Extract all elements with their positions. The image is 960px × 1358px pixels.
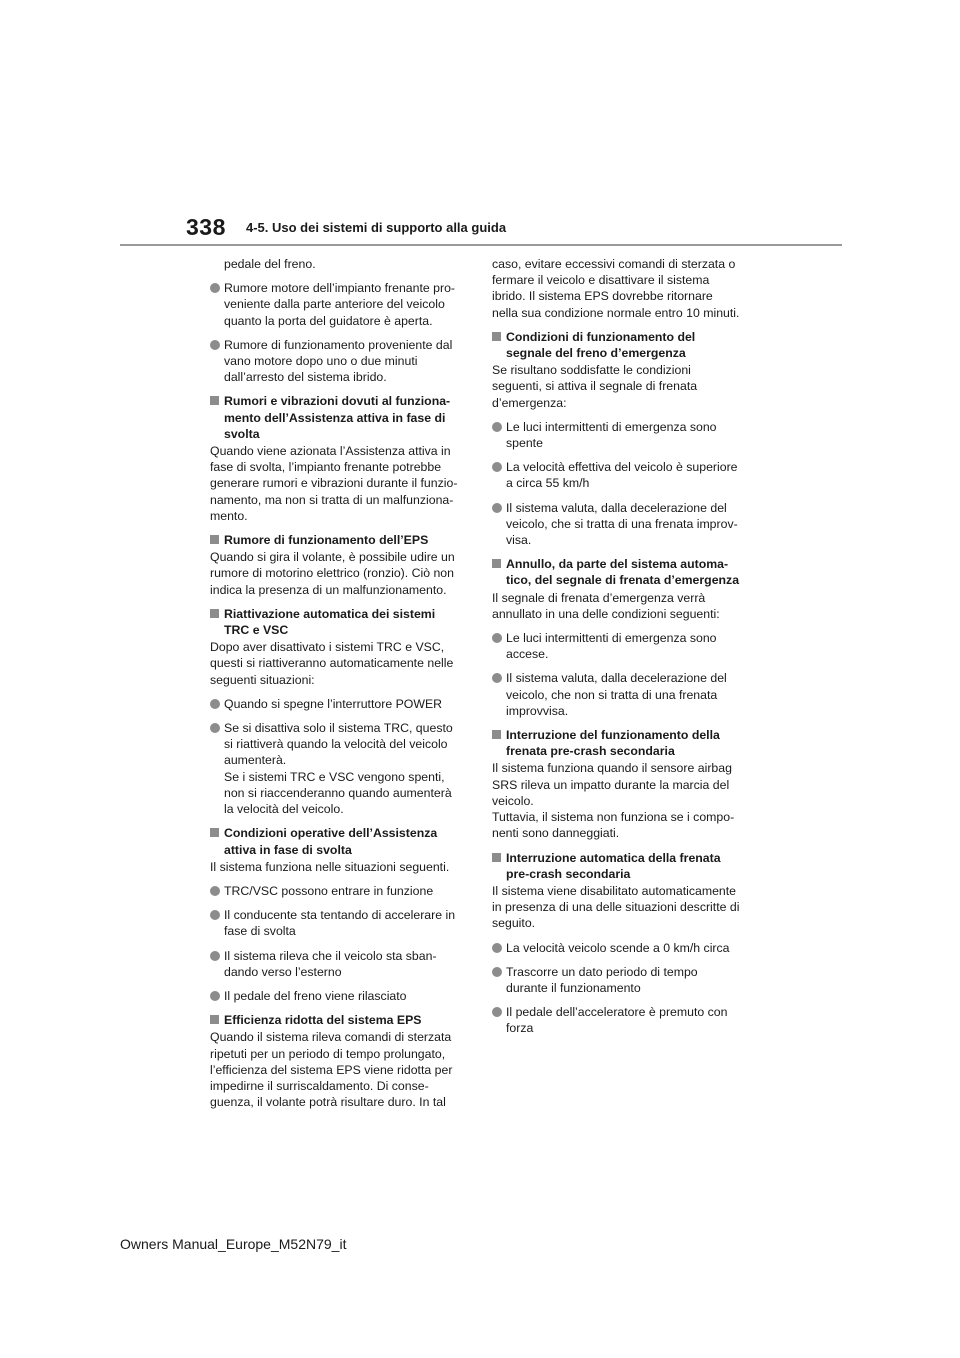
page-header: [0, 0, 960, 250]
right-column: [492, 256, 754, 1045]
section-heading: Condizioni di funzionamento del segnale del freno d’emergenza: [492, 329, 754, 361]
footer-text: Owners Manual_Europe_M52N79_it: [120, 1236, 347, 1252]
section-heading: Condizioni operative dell’Assistenza attiva in fase di svolta: [210, 825, 468, 857]
body-paragraph: Il segnale di frenata d’emergenza verrà annullato in una delle condizioni seguenti:: [492, 590, 720, 621]
bullet-item: TRC/VSC possono entrare in funzione: [210, 883, 468, 899]
bullet-item: Il sistema valuta, dalla decelerazione del veicolo, che si tratta di una frenata improv- visa.: [492, 500, 754, 549]
body-paragraph: Dopo aver disattivato i sistemi TRC e VSC, questi si riattiveranno automaticamente nelle seguenti situazioni:: [210, 640, 454, 687]
bullet-item: Il sistema valuta, dalla decelerazione del veicolo, che non si tratta di una frenata improvvisa.: [492, 670, 754, 719]
body-paragraph: Quando viene azionata l’Assistenza attiva in fase di svolta, l’impianto frenante potrebbe generare rumori e vibrazioni durante il funzio- namento, ma non si tratta di un malfunziona- mento.: [210, 444, 458, 523]
bullet-item: Se si disattiva solo il sistema TRC, questo si riattiverà quando la velocità del veicolo aumenterà. Se i sistemi TRC e VSC vengono spenti, non si riaccenderanno quando aumenterà la velocità del veicolo.: [210, 720, 468, 817]
body-paragraph: Quando si gira il volante, è possibile udire un rumore di motorino elettrico (ronzio). Ciò non indica la presenza di un malfunzionamento.: [210, 550, 455, 597]
bullet-item: Il pedale dell’acceleratore è premuto con forza: [492, 1004, 754, 1036]
bullet-item: Le luci intermittenti di emergenza sono accese.: [492, 630, 754, 662]
body-paragraph: Il sistema viene disabilitato automaticamente in presenza di una delle situazioni descritte di seguito.: [492, 883, 740, 931]
section-heading: Efficienza ridotta del sistema EPS: [210, 1012, 468, 1028]
bullet-item: Il conducente sta tentando di accelerare in fase di svolta: [210, 907, 468, 939]
bullet-item: Il sistema rileva che il veicolo sta sban- dando verso l’esterno: [210, 948, 468, 980]
body-paragraph: Se risultano soddisfatte le condizioni seguenti, si attiva il segnale di frenata d’emergenza:: [492, 363, 698, 410]
header-divider: [120, 244, 842, 246]
continued-text: pedale del freno.: [224, 257, 316, 271]
body-paragraph: Il sistema funziona nelle situazioni seguenti.: [210, 859, 450, 874]
left-column: [210, 256, 468, 1118]
section-heading: Annullo, da parte del sistema automa- tico, del segnale di frenata d’emergenza: [492, 556, 754, 588]
section-heading: Riattivazione automatica dei sistemi TRC e VSC: [210, 606, 468, 638]
section-heading: Interruzione automatica della frenata pre-crash secondaria: [492, 850, 754, 882]
bullet-item: La velocità effettiva del veicolo è superiore a circa 55 km/h: [492, 459, 754, 491]
bullet-item: Trascorre un dato periodo di tempo durante il funzionamento: [492, 964, 754, 996]
bullet-item: La velocità veicolo scende a 0 km/h circa: [492, 940, 754, 956]
bullet-item: Il pedale del freno viene rilasciato: [210, 988, 468, 1004]
body-paragraph: Quando il sistema rileva comandi di sterzata ripetuti per un periodo di tempo prolungato, l’efficienza del sistema EPS viene ridotta per impedirne il surriscaldamento. Di conse- guenza, il volante potrà risultare duro. In tal: [210, 1030, 453, 1110]
section-title: 4-5. Uso dei sistemi di supporto alla guida: [246, 220, 507, 235]
page-number: 338: [186, 214, 226, 240]
body-paragraph: Il sistema funziona quando il sensore airbag SRS rileva un impatto durante la marcia del veicolo. Tuttavia, il sistema non funziona se i compo- nenti sono danneggiati.: [492, 761, 735, 841]
section-heading: Rumori e vibrazioni dovuti al funziona- mento dell’Assistenza attiva in fase di svolta: [210, 393, 468, 442]
body-paragraph: caso, evitare eccessivi comandi di sterzata o fermare il veicolo e disattivare il sistema ibrido. Il sistema EPS dovrebbe ritornare nella sua condizione normale entro 10 minuti.: [492, 257, 740, 320]
section-heading: Rumore di funzionamento dell’EPS: [210, 532, 468, 548]
bullet-item: Rumore di funzionamento proveniente dal vano motore dopo uno o due minuti dall’arresto del sistema ibrido.: [210, 337, 468, 386]
bullet-item: Rumore motore dell’impianto frenante pro- veniente dalla parte anteriore del veicolo quanto la porta del guidatore è aperta.: [210, 280, 468, 329]
bullet-item: Le luci intermittenti di emergenza sono spente: [492, 419, 754, 451]
bullet-item: Quando si spegne l’interruttore POWER: [210, 696, 468, 712]
section-heading: Interruzione del funzionamento della frenata pre-crash secondaria: [492, 727, 754, 759]
